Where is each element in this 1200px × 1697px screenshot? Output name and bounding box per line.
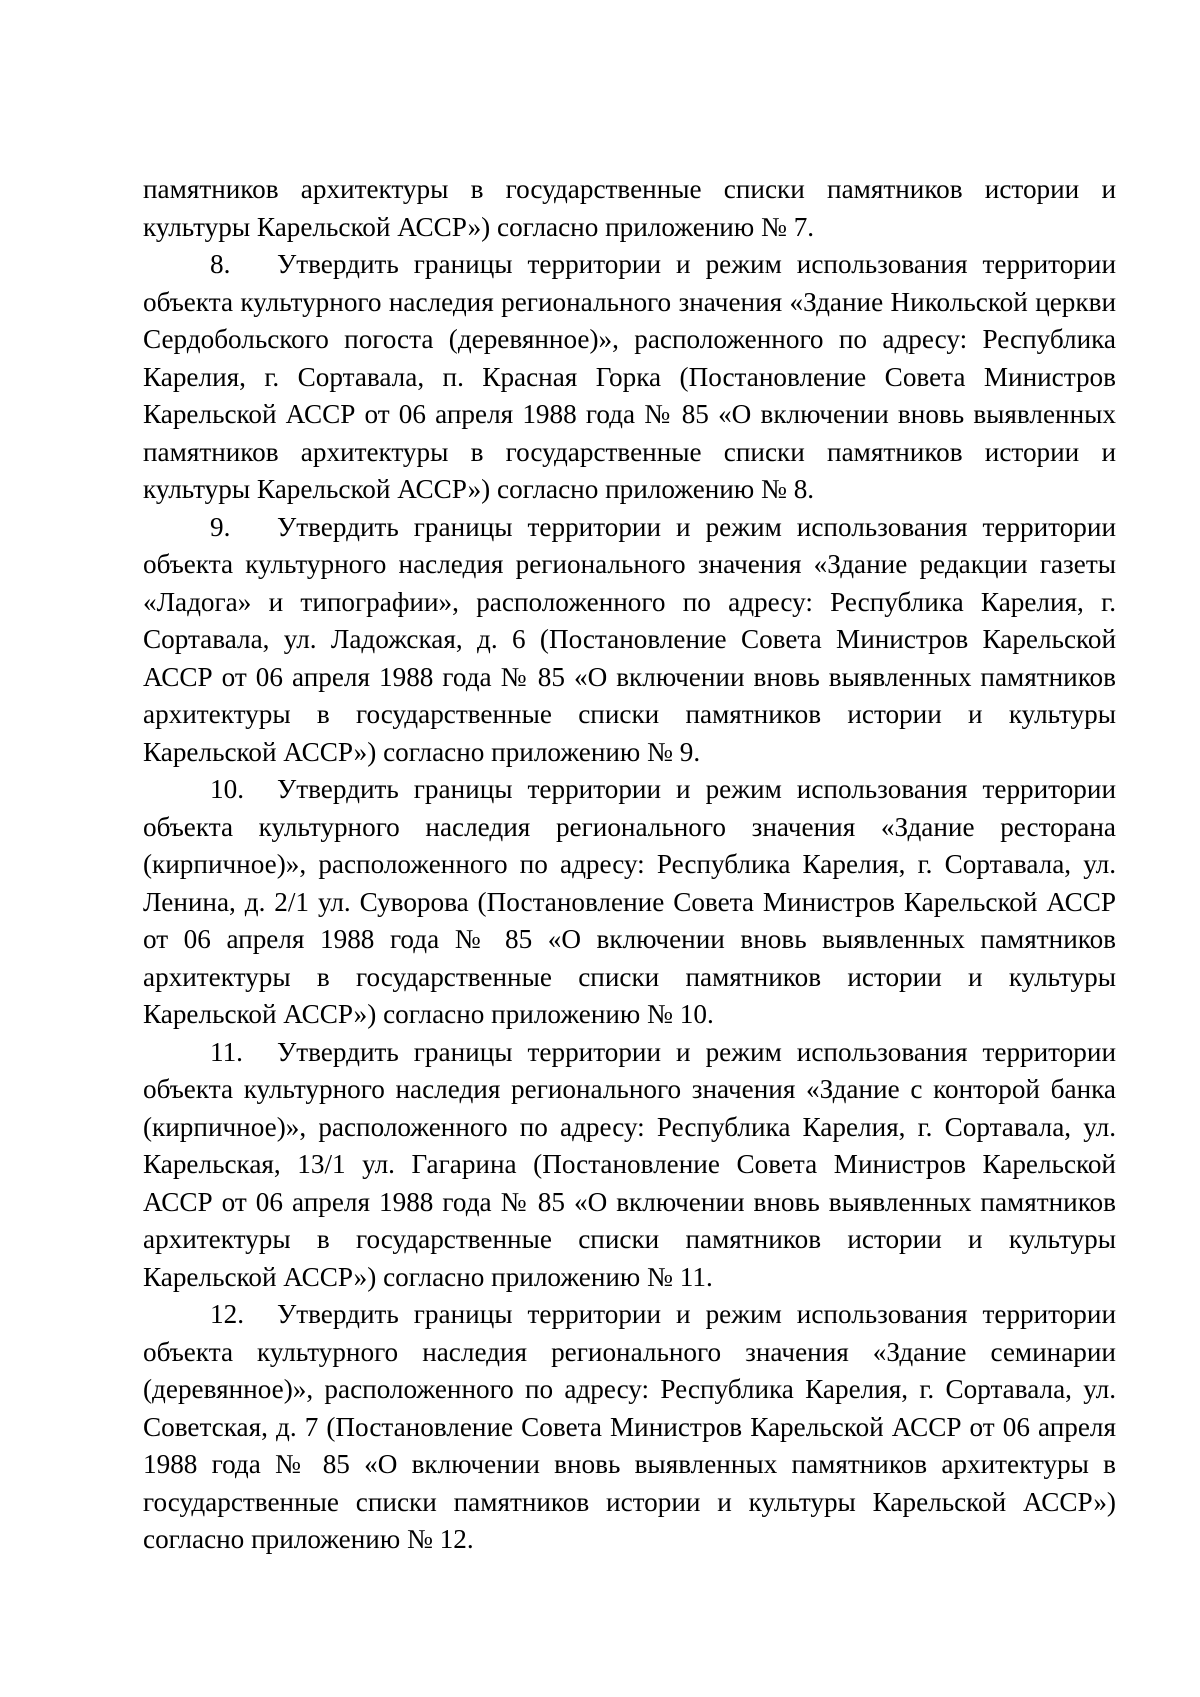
paragraph-number: 11. xyxy=(210,1036,243,1067)
paragraph-number: 8. xyxy=(210,249,231,279)
paragraph-text: Утвердить границы территории и режим использования территории объекта культурного наследия регионального значения «Здание с конторой банка (кирпичное)», расположенного по адресу: Республика Карелия, г. Сортавала, ул. Карельская, 13/1 ул. Гагарина (Постановление Совета Министров Карельской АССР от 06 апреля 1988 года № 85 «О включении вновь выявленных памятников архитектуры в государственные списки памятников истории и культуры Карельской АССР») согласно приложению № 11. xyxy=(143,1036,1116,1292)
paragraph-text: Утвердить границы территории и режим использования территории объекта культурного наследия регионального значения «Здание редакции газеты «Ладога» и типографии», расположенного по адресу: Республика Карелия, г. Сортавала, ул. Ладожская, д. 6 (Постановление Совета Министров Карельской АССР от 06 апреля 1988 года № 85 «О включении вновь выявленных памятников архитектуры в государственные списки памятников истории и культуры Карельской АССР») согласно приложению № 9. xyxy=(143,511,1116,767)
numbered-paragraph-11 xyxy=(143,1034,1116,1297)
continuation-paragraph: памятников архитектуры в государственные списки памятников истории и культуры Карельской АССР») согласно приложению № 7. xyxy=(143,174,1116,242)
paragraph-number: 10. xyxy=(210,774,244,804)
numbered-paragraph-12 xyxy=(143,1296,1116,1559)
numbered-paragraph-8 xyxy=(143,246,1116,509)
paragraph-number: 9. xyxy=(210,511,231,542)
paragraph-text: Утвердить границы территории и режим использования территории объекта культурного наследия регионального значения «Здание Никольской церкви Сердобольского погоста (деревянное)», расположенного по адресу: Республика Карелия, г. Сортавала, п. Красная Горка (Постановление Совета Министров Карельской АССР от 06 апреля 1988 года № 85 «О включении вновь выявленных памятников архитектуры в государственные списки памятников истории и культуры Карельской АССР») согласно приложению № 8. xyxy=(143,249,1116,504)
paragraph-number: 12. xyxy=(210,1299,244,1329)
document-body xyxy=(143,171,1116,1559)
paragraph-text: Утвердить границы территории и режим использования территории объекта культурного наследия регионального значения «Здание семинарии (деревянное)», расположенного по адресу: Республика Карелия, г. Сортавала, ул. Советская, д. 7 (Постановление Совета Министров Карельской АССР от 06 апреля 1988 года № 85 «О включении вновь выявленных памятников архитектуры в государственные списки памятников истории и культуры Карельской АССР») согласно приложению № 12. xyxy=(143,1299,1116,1554)
numbered-paragraph-10 xyxy=(143,771,1116,1034)
numbered-paragraph-9 xyxy=(143,509,1116,772)
paragraph-text: Утвердить границы территории и режим использования территории объекта культурного наследия регионального значения «Здание ресторана (кирпичное)», расположенного по адресу: Республика Карелия, г. Сортавала, ул. Ленина, д. 2/1 ул. Суворова (Постановление Совета Министров Карельской АССР от 06 апреля 1988 года № 85 «О включении вновь выявленных памятников архитектуры в государственные списки памятников истории и культуры Карельской АССР») согласно приложению № 10. xyxy=(143,774,1116,1029)
